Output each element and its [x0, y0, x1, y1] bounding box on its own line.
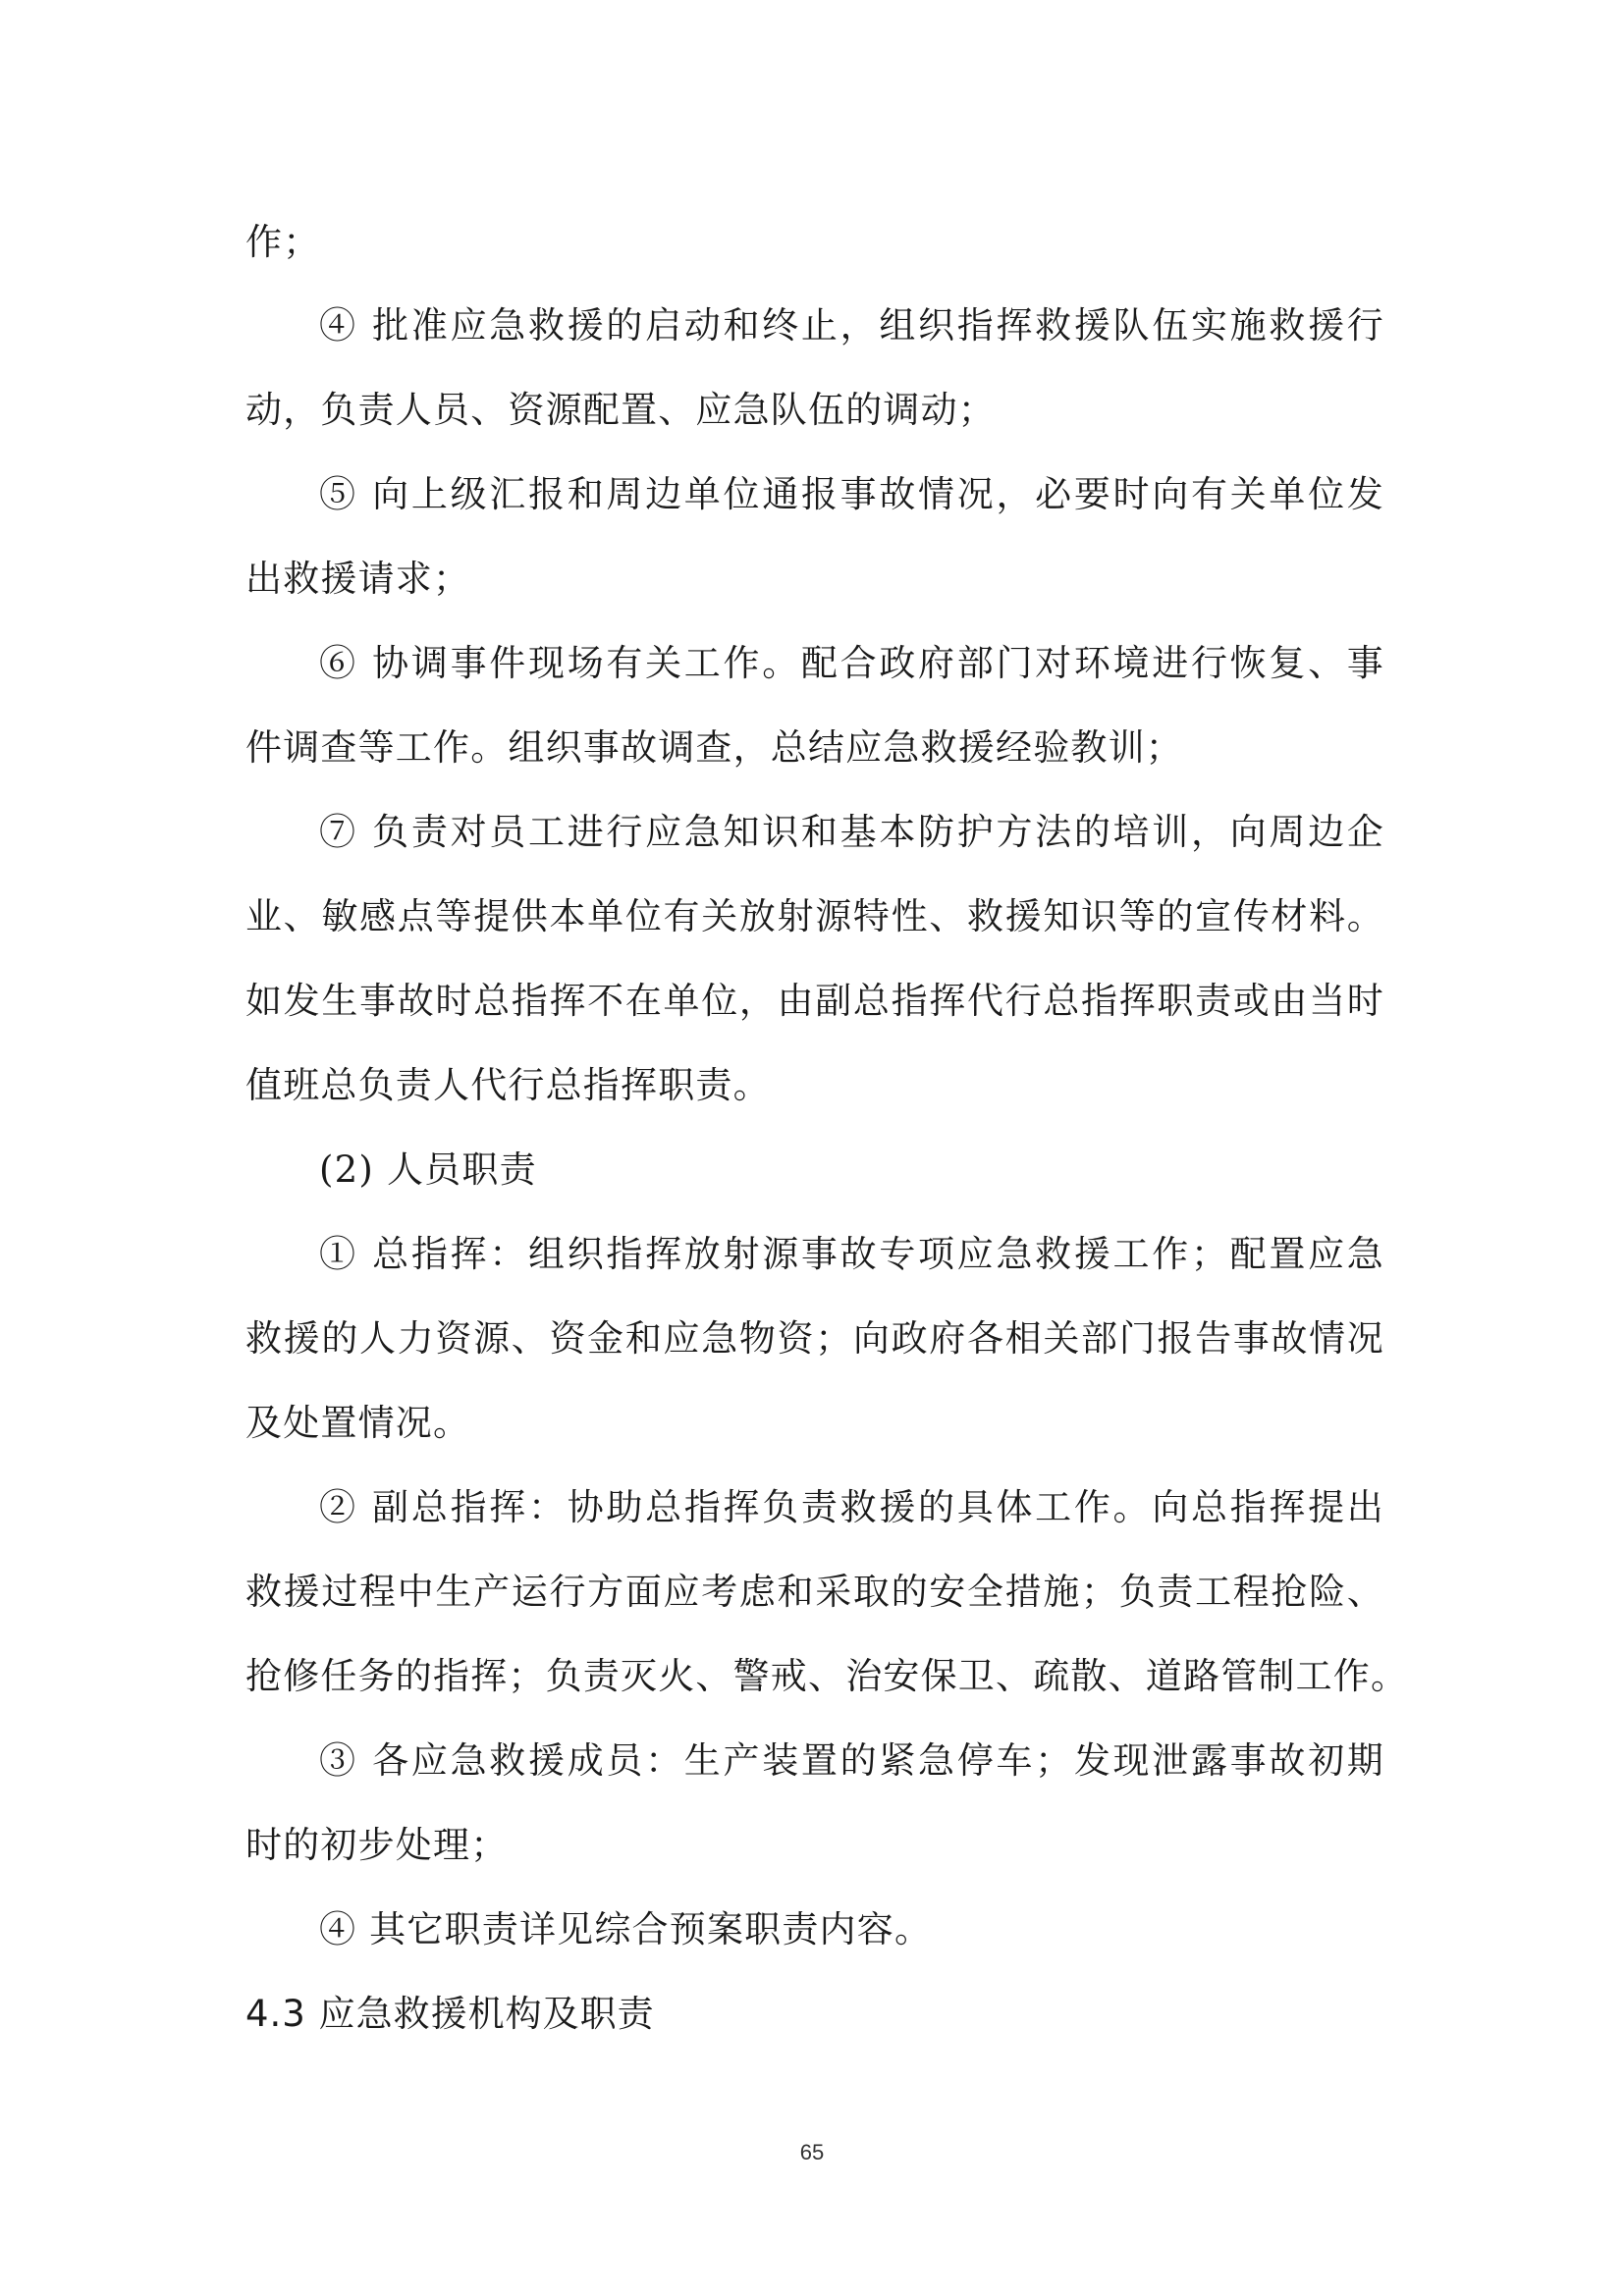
text-line: ② 副总指挥：协助总指挥负责救援的具体工作。向总指挥提出: [319, 1486, 1384, 1528]
text-line: 件调查等工作。组织事故调查，总结应急救援经验教训；: [245, 726, 1183, 769]
text-line: 动，负责人员、资源配置、应急队伍的调动；: [245, 389, 996, 431]
text-line: ⑥ 协调事件现场有关工作。配合政府部门对环境进行恢复、事: [319, 642, 1384, 684]
text-line: ④ 其它职责详见综合预案职责内容。: [319, 1908, 933, 1950]
text-line: ⑦ 负责对员工进行应急知识和基本防护方法的培训，向周边企: [319, 811, 1384, 853]
text-line: 作；: [245, 221, 321, 263]
text-line: ③ 各应急救援成员：生产装置的紧急停车；发现泄露事故初期: [319, 1739, 1384, 1782]
section-heading: 4.3 应急救援机构及职责: [245, 1993, 655, 2035]
text-line: 抢修任务的指挥；负责灭火、警戒、治安保卫、疏散、道路管制工作。: [245, 1655, 1409, 1697]
text-line: ① 总指挥：组织指挥放射源事故专项应急救援工作；配置应急: [319, 1233, 1384, 1275]
text-line: 救援过程中生产运行方面应考虑和采取的安全措施；负责工程抢险、: [245, 1571, 1384, 1613]
text-line: 及处置情况。: [245, 1402, 471, 1444]
page-number: 65: [799, 2140, 825, 2164]
text-line: 值班总负责人代行总指挥职责。: [245, 1064, 771, 1106]
text-line: 时的初步处理；: [245, 1824, 509, 1866]
text-line: 业、敏感点等提供本单位有关放射源特性、救援知识等的宣传材料。: [245, 895, 1384, 937]
text-line: 救援的人力资源、资金和应急物资；向政府各相关部门报告事故情况: [245, 1317, 1384, 1360]
text-line: ④ 批准应急救援的启动和终止，组织指挥救援队伍实施救援行: [319, 304, 1384, 347]
text-line: 出救援请求；: [245, 558, 471, 600]
subsection-title: (2) 人员职责: [319, 1148, 537, 1191]
text-line: ⑤ 向上级汇报和周边单位通报事故情况，必要时向有关单位发: [319, 473, 1384, 515]
text-line: 如发生事故时总指挥不在单位，由副总指挥代行总指挥职责或由当时: [245, 980, 1384, 1022]
